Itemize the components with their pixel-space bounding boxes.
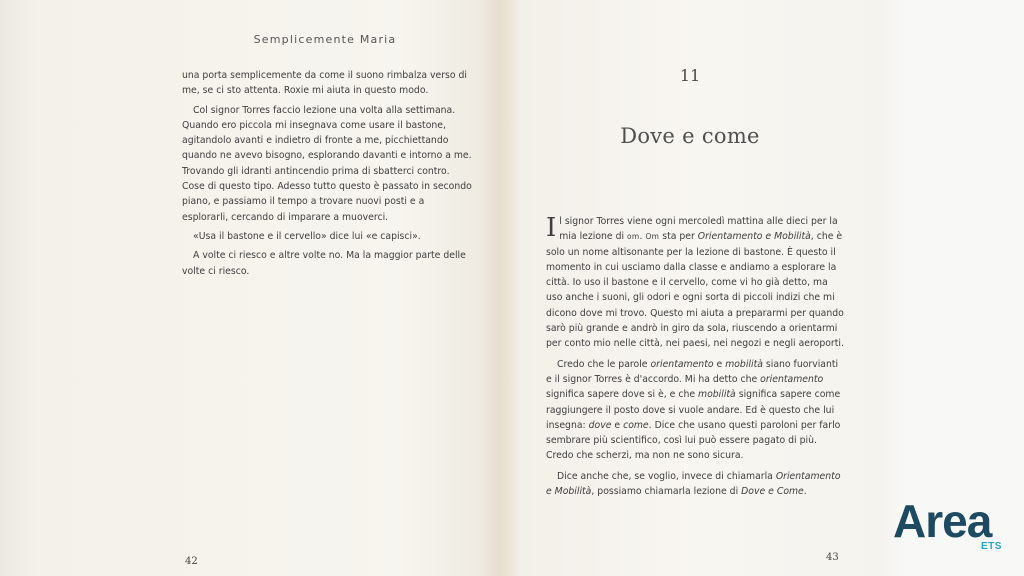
emphasis: come — [623, 419, 649, 431]
drop-cap: I — [546, 213, 557, 243]
emphasis: Orientamento e Mobilità — [546, 470, 841, 498]
paragraph — [546, 214, 846, 352]
emphasis: Orientamento e Mobilità — [697, 231, 811, 243]
text-run: significa sapere dove si è, e che — [546, 389, 699, 401]
text-run: . — [803, 486, 807, 498]
emphasis: dove — [588, 419, 612, 431]
emphasis: orientamento — [650, 358, 714, 370]
left-page — [150, 0, 500, 576]
emphasis: mobilità — [698, 389, 736, 401]
text-run: e — [611, 419, 624, 431]
text-run: . Dice che usano questi paroloni per farlo sembrare più scientifico, così lui può essere pagato di più. Credo che scherzi, ma non ne sono sicura. — [546, 419, 841, 462]
emphasis: Dove e Come — [741, 486, 804, 498]
text-run: . — [639, 231, 646, 243]
text-run: Dice anche che, se voglio, invece di chiamarla — [557, 470, 776, 482]
text-run: sta per — [659, 231, 698, 243]
right-page-body — [546, 214, 846, 504]
running-head — [150, 33, 500, 46]
logo-subtext: ETS — [981, 541, 1002, 552]
paragraph: una porta semplicemente da come il suono rimbalza verso di me, se ci sto attenta. Roxie mi aiuta in questo modo. — [182, 70, 468, 97]
left-page-body — [182, 68, 472, 283]
text-run: significa sapere come raggiungere il posto dove si vuole andare. Ed è questo che lui insegna: — [546, 389, 841, 431]
area-ets-logo — [893, 495, 1005, 558]
page-number-right: 43 — [826, 552, 839, 563]
emphasis: mobilità — [725, 358, 763, 370]
paragraph — [546, 469, 846, 500]
paragraph: «Usa il bastone e il cervello» dice lui «e capisci». — [193, 230, 421, 242]
text-run: l signor Torres viene ogni mercoledì mattina alle dieci per la mia lezione di — [559, 216, 838, 243]
chapter-number: 11 — [679, 66, 701, 85]
paragraph: A volte ci riesco e altre volte no. Ma la maggior parte delle volte ci riesco. — [182, 250, 466, 277]
right-page — [535, 0, 845, 576]
small-caps-om: om — [627, 232, 640, 242]
text-run: siano fuorvianti e il signor Torres è d'accordo. Mi ha detto che — [546, 358, 839, 385]
text-run: e — [713, 358, 726, 370]
paragraph — [546, 357, 846, 464]
small-caps-om: Om — [645, 232, 660, 242]
emphasis: orientamento — [760, 373, 824, 385]
page-number-left: 42 — [185, 556, 198, 567]
logo-text: Area — [893, 495, 992, 547]
text-run: , che è solo un nome altisonante per la lezione di bastone. È questo il momento in cui usciamo dalla classe e andiamo a esplorare la città. Io uso il bastone e il cervello, come vi ho già detto, ma uso anche i suoni, gli odori e ogni sorta di piccoli indizi che mi dicono dove mi trovo. Questo mi aiuta a prepararmi per quando sarò più grande e andrò in giro da sola, riuscendo a orientarmi per conto mio nelle città, nei paesi, nei negozi e negli aeroporti. — [546, 231, 844, 350]
running-head-text: Semplicemente Maria — [253, 33, 397, 46]
text-run: , possiamo chiamarla lezione di — [591, 486, 742, 498]
paragraph: Col signor Torres faccio lezione una volta alla settimana. Quando ero piccola mi insegnava come usare il bastone, agitandolo avanti e indietro di fronte a me, picchiettando quando ne avevo bisogno, esplorando davanti e intorno a me. Trovando gli idranti antincendio prima di sbatterci contro. Cose di questo tipo. Adesso tutto questo è passato in secondo piano, e passiamo il tempo a trovare nuovi posti e a esplorarli, cercando di imparare a muoverci. — [182, 104, 472, 223]
text-run: Credo che le parole — [557, 358, 651, 370]
chapter-title: Dove e come — [620, 124, 760, 148]
